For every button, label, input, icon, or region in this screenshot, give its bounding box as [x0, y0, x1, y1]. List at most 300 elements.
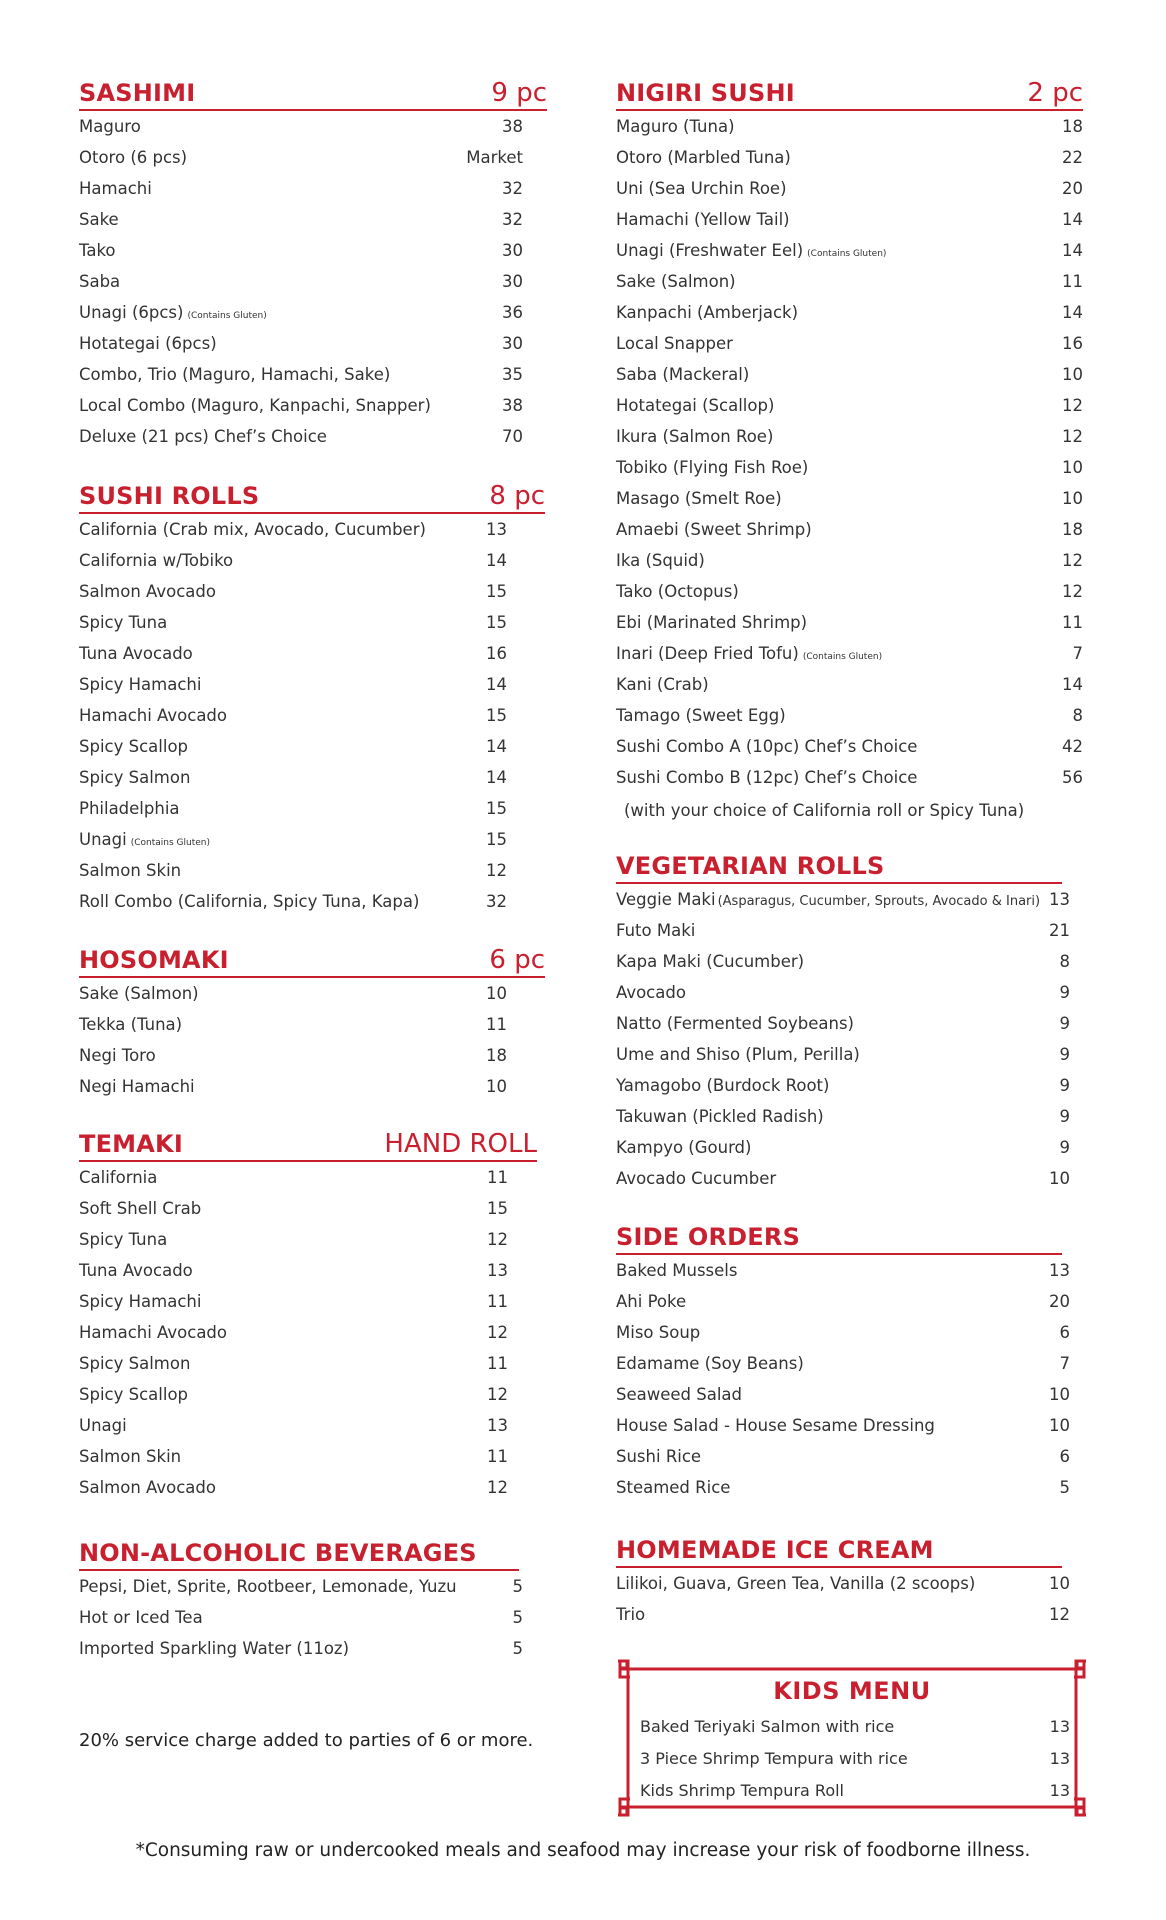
item-price: 5	[512, 1577, 523, 1596]
item-name-text: Avocado Cucumber	[616, 1169, 777, 1188]
item-name-text: Combo, Trio (Maguro, Hamachi, Sake)	[79, 365, 391, 384]
item-note: (Contains Gluten)	[802, 652, 883, 662]
item-name-text: Spicy Hamachi	[79, 675, 202, 694]
item-name-text: Tako (Octopus)	[616, 582, 739, 601]
item-price: 12	[487, 1478, 508, 1497]
kids-menu-box	[616, 1657, 1088, 1819]
menu-item	[616, 204, 1083, 235]
menu-item	[79, 1193, 537, 1224]
menu-item	[79, 1571, 523, 1602]
item-name-text: Tamago (Sweet Egg)	[616, 706, 786, 725]
menu-item	[79, 1040, 545, 1071]
item-name	[616, 1441, 701, 1472]
item-name-text: Sushi Combo A (10pc) Chef’s Choice	[616, 737, 918, 756]
item-name-text: Avocado	[616, 983, 686, 1002]
menu-item	[79, 514, 545, 545]
item-price: 13	[1049, 1261, 1070, 1280]
item-list	[79, 111, 547, 452]
item-name	[79, 1317, 227, 1348]
item-name	[79, 1040, 156, 1071]
section-title: NON-ALCOHOLIC BEVERAGES	[79, 1539, 477, 1567]
menu-item	[79, 1162, 537, 1193]
item-price: 6	[1059, 1323, 1070, 1342]
item-name	[616, 297, 798, 328]
item-name	[616, 607, 807, 638]
section-header	[79, 1126, 537, 1162]
item-price: 15	[486, 830, 507, 849]
item-price: 10	[1062, 489, 1083, 508]
item-name	[616, 1286, 686, 1317]
ice-cream-section	[616, 1532, 1070, 1630]
item-name-text: Inari (Deep Fried Tofu)	[616, 644, 799, 663]
item-price: 32	[502, 210, 523, 229]
item-name-text: Sake (Salmon)	[79, 984, 199, 1003]
menu-item	[616, 607, 1083, 638]
menu-item	[79, 266, 547, 297]
item-price: 10	[1062, 458, 1083, 477]
item-name-text: Spicy Tuna	[79, 613, 168, 632]
item-price: 12	[1062, 582, 1083, 601]
menu-item	[79, 607, 545, 638]
item-name-text: House Salad - House Sesame Dressing	[616, 1416, 935, 1435]
item-name	[616, 545, 705, 576]
section-quantity: 8 pc	[489, 481, 545, 511]
menu-item	[640, 1711, 1070, 1743]
menu-item	[616, 328, 1083, 359]
section-header	[79, 942, 545, 978]
item-price: 9	[1059, 1014, 1070, 1033]
item-name-text: Masago (Smelt Roe)	[616, 489, 782, 508]
item-name-text: Tuna Avocado	[79, 1261, 193, 1280]
item-name	[616, 731, 917, 762]
item-price: Market	[466, 148, 523, 167]
item-price: 32	[486, 892, 507, 911]
item-price: 20	[1062, 179, 1083, 198]
menu-item	[79, 886, 545, 917]
item-price: 30	[502, 241, 523, 260]
item-price: 9	[1059, 1076, 1070, 1095]
item-name	[616, 359, 749, 390]
menu-item	[79, 1472, 537, 1503]
menu-item	[616, 1472, 1070, 1503]
menu-item	[616, 1599, 1070, 1630]
item-name-text: Baked Mussels	[616, 1261, 738, 1280]
item-name	[79, 1193, 201, 1224]
item-name-text: Futo Maki	[616, 921, 696, 940]
item-price: 22	[1062, 148, 1083, 167]
item-name-text: Hamachi Avocado	[79, 1323, 227, 1342]
item-price: 11	[487, 1292, 508, 1311]
item-name-text: Deluxe (21 pcs) Chef’s Choice	[79, 427, 327, 446]
item-name-text: Tuna Avocado	[79, 644, 193, 663]
item-name	[79, 1571, 457, 1602]
item-name	[79, 1602, 203, 1633]
menu-item	[616, 1255, 1070, 1286]
item-name	[79, 731, 188, 762]
menu-item	[79, 235, 547, 266]
hosomaki-section	[79, 942, 545, 1102]
item-name	[616, 700, 786, 731]
item-name	[79, 700, 227, 731]
item-name	[616, 638, 882, 673]
menu-item	[616, 946, 1070, 977]
item-list	[79, 514, 545, 917]
item-name	[616, 762, 917, 793]
menu-item	[79, 731, 545, 762]
menu-item	[616, 762, 1083, 793]
item-price: 15	[486, 582, 507, 601]
item-price: 30	[502, 334, 523, 353]
item-list	[616, 111, 1083, 793]
item-list	[616, 884, 1070, 1194]
section-title: SIDE ORDERS	[616, 1223, 801, 1251]
item-price: 14	[1062, 675, 1083, 694]
section-header	[616, 848, 1062, 884]
item-price: 20	[1049, 1292, 1070, 1311]
item-name-text: Lilikoi, Guava, Green Tea, Vanilla (2 scoops)	[616, 1574, 976, 1593]
menu-item	[616, 266, 1083, 297]
section-header	[616, 75, 1083, 111]
item-name	[79, 328, 217, 359]
item-price: 11	[487, 1168, 508, 1187]
item-name	[79, 235, 116, 266]
item-name-text: Edamame (Soy Beans)	[616, 1354, 804, 1373]
item-note: (Contains Gluten)	[807, 249, 887, 259]
item-name	[79, 111, 141, 142]
item-name	[616, 1472, 730, 1503]
item-price: 5	[512, 1608, 523, 1627]
item-name	[640, 1711, 894, 1743]
item-name-text: Negi Toro	[79, 1046, 156, 1065]
item-name	[616, 669, 709, 700]
item-price: 56	[1062, 768, 1083, 787]
item-price: 6	[1059, 1447, 1070, 1466]
item-name-text: Saba (Mackeral)	[616, 365, 750, 384]
item-price: 32	[502, 179, 523, 198]
section-header	[79, 478, 545, 514]
item-name	[616, 514, 812, 545]
menu-item	[616, 359, 1083, 390]
item-price: 14	[486, 737, 507, 756]
item-name-text: Spicy Salmon	[79, 768, 191, 787]
item-price: 12	[1062, 396, 1083, 415]
item-note: (Asparagus, Cucumber, Sprouts, Avocado & Inari)	[717, 894, 1041, 909]
menu-item	[79, 359, 547, 390]
item-price: 5	[1059, 1478, 1070, 1497]
item-name	[616, 946, 804, 977]
menu-item	[79, 1379, 537, 1410]
item-note: (Contains Gluten)	[187, 311, 267, 321]
item-name-text: Salmon Avocado	[79, 1478, 216, 1497]
menu-item	[79, 576, 545, 607]
item-price: 11	[487, 1447, 508, 1466]
item-price: 15	[487, 1199, 508, 1218]
menu-item	[616, 1410, 1070, 1441]
menu-item	[616, 1008, 1070, 1039]
menu-item	[616, 1039, 1070, 1070]
item-price: 9	[1059, 1138, 1070, 1157]
menu-item	[616, 884, 1070, 915]
item-name	[616, 1568, 975, 1599]
item-name	[79, 762, 190, 793]
menu-item	[616, 915, 1070, 946]
item-name	[640, 1743, 908, 1775]
item-name	[616, 266, 736, 297]
section-quantity: 9 pc	[491, 78, 547, 108]
section-title: TEMAKI	[79, 1130, 183, 1158]
item-note: (Contains Gluten)	[130, 838, 210, 848]
item-name-text: Kids Shrimp Tempura Roll	[640, 1781, 844, 1800]
item-name	[616, 421, 773, 452]
menu-item	[616, 1379, 1070, 1410]
item-name	[616, 915, 695, 946]
item-price: 14	[1062, 303, 1083, 322]
item-name-text: Amaebi (Sweet Shrimp)	[616, 520, 812, 539]
item-name-text: Unagi	[79, 830, 127, 849]
item-name	[79, 142, 187, 173]
section-quantity: 2 pc	[1027, 78, 1083, 108]
item-name	[640, 1775, 844, 1807]
menu-item	[616, 731, 1083, 762]
item-name-text: Hamachi Avocado	[79, 706, 227, 725]
menu-item	[616, 1568, 1070, 1599]
item-name-text: Spicy Scallop	[79, 1385, 189, 1404]
item-name	[79, 576, 216, 607]
item-name	[616, 1599, 645, 1630]
menu-item	[79, 1071, 545, 1102]
item-list	[616, 1255, 1070, 1503]
menu-item	[616, 483, 1083, 514]
item-name	[79, 421, 327, 452]
item-price: 14	[1062, 241, 1083, 260]
menu-item	[79, 978, 545, 1009]
item-name	[79, 390, 431, 421]
menu-item	[616, 1317, 1070, 1348]
item-name-text: Ebi (Marinated Shrimp)	[616, 613, 808, 632]
item-name-text: California (Crab mix, Avocado, Cucumber)	[79, 520, 426, 539]
item-name	[616, 1255, 738, 1286]
item-name	[616, 1379, 742, 1410]
menu-item	[616, 142, 1083, 173]
item-name-text: Baked Teriyaki Salmon with rice	[640, 1717, 895, 1736]
item-price: 18	[486, 1046, 507, 1065]
item-name-text: Local Combo (Maguro, Kanpachi, Snapper)	[79, 396, 431, 415]
menu-item	[79, 762, 545, 793]
item-name	[79, 638, 193, 669]
menu-item	[616, 1348, 1070, 1379]
item-name	[616, 204, 790, 235]
item-price: 11	[486, 1015, 507, 1034]
item-name	[79, 607, 167, 638]
item-name-text: Uni (Sea Urchin Roe)	[616, 179, 787, 198]
item-name	[616, 1101, 824, 1132]
item-price: 9	[1059, 1045, 1070, 1064]
item-name	[616, 173, 787, 204]
item-name	[616, 452, 808, 483]
menu-item	[616, 700, 1083, 731]
item-name	[79, 514, 426, 545]
item-name	[79, 1410, 127, 1441]
menu-item	[79, 142, 547, 173]
item-name	[79, 1224, 167, 1255]
section-title: NIGIRI SUSHI	[616, 79, 795, 107]
item-name	[79, 173, 152, 204]
menu-item	[616, 1286, 1070, 1317]
item-name-text: Sushi Combo B (12pc) Chef’s Choice	[616, 768, 918, 787]
section-header	[616, 1532, 1062, 1568]
item-name-text: Unagi (6pcs)	[79, 303, 184, 322]
item-name-text: Hot or Iced Tea	[79, 1608, 203, 1627]
item-list	[79, 1571, 523, 1664]
menu-item	[616, 1132, 1070, 1163]
item-price: 11	[1062, 613, 1083, 632]
nigiri-section	[616, 75, 1083, 824]
menu-item	[616, 545, 1083, 576]
section-quantity: 6 pc	[489, 945, 545, 975]
item-name	[79, 1009, 182, 1040]
item-name	[616, 1008, 854, 1039]
item-name	[616, 576, 739, 607]
item-price: 15	[486, 706, 507, 725]
item-name-text: Sushi Rice	[616, 1447, 702, 1466]
item-name-text: Kanpachi (Amberjack)	[616, 303, 799, 322]
menu-item	[616, 452, 1083, 483]
section-title: HOSOMAKI	[79, 946, 229, 974]
item-price: 5	[512, 1639, 523, 1658]
item-name-text: Ikura (Salmon Roe)	[616, 427, 774, 446]
item-name-text: Takuwan (Pickled Radish)	[616, 1107, 824, 1126]
item-price: 7	[1059, 1354, 1070, 1373]
item-list	[616, 1568, 1070, 1630]
item-price: 13	[486, 520, 507, 539]
item-name	[616, 1132, 751, 1163]
vegetarian-section	[616, 848, 1070, 1194]
item-name	[616, 1039, 860, 1070]
menu-item	[616, 669, 1083, 700]
menu-item	[79, 390, 547, 421]
item-name	[616, 111, 735, 142]
item-price: 10	[1049, 1416, 1070, 1435]
item-name-text: Maguro	[79, 117, 141, 136]
item-name	[79, 1379, 188, 1410]
item-price: 10	[1049, 1385, 1070, 1404]
menu-item	[616, 576, 1083, 607]
menu-item	[616, 421, 1083, 452]
item-price: 14	[1062, 210, 1083, 229]
item-name	[79, 545, 233, 576]
item-price: 9	[1059, 983, 1070, 1002]
item-price: 30	[502, 272, 523, 291]
menu-item	[616, 1163, 1070, 1194]
item-name	[79, 1255, 193, 1286]
item-price: 11	[1062, 272, 1083, 291]
menu-item	[79, 638, 545, 669]
item-name	[79, 1441, 181, 1472]
menu-item	[616, 638, 1083, 669]
item-name-text: Otoro (6 pcs)	[79, 148, 188, 167]
menu-item	[79, 421, 547, 452]
menu-item	[79, 1410, 537, 1441]
menu-item	[616, 1441, 1070, 1472]
side-orders-section	[616, 1219, 1070, 1503]
item-name	[616, 1317, 700, 1348]
item-name-text: Spicy Hamachi	[79, 1292, 202, 1311]
item-list	[79, 978, 545, 1102]
item-price: 13	[487, 1261, 508, 1280]
item-price: 9	[1059, 1107, 1070, 1126]
item-price: 12	[487, 1385, 508, 1404]
item-name	[79, 359, 390, 390]
menu-item	[616, 297, 1083, 328]
item-price: 38	[502, 117, 523, 136]
item-name	[79, 669, 201, 700]
menu-item	[79, 1441, 537, 1472]
item-name-text: Ume and Shiso (Plum, Perilla)	[616, 1045, 860, 1064]
menu-item	[79, 204, 547, 235]
menu-item	[79, 1633, 523, 1664]
item-name-text: Hotategai (6pcs)	[79, 334, 217, 353]
item-price: 21	[1049, 921, 1070, 940]
menu-item	[79, 1224, 537, 1255]
item-price: 14	[486, 768, 507, 787]
item-name	[79, 1071, 195, 1102]
menu-item	[79, 297, 547, 328]
menu-item	[79, 700, 545, 731]
service-charge-note: 20% service charge added to parties of 6 or more.	[79, 1730, 534, 1751]
item-price: 14	[486, 675, 507, 694]
menu-item	[616, 390, 1083, 421]
section-quantity: HAND ROLL	[384, 1129, 537, 1159]
item-name-text: Salmon Skin	[79, 861, 182, 880]
item-price: 15	[486, 799, 507, 818]
menu-item	[640, 1743, 1070, 1775]
item-price: 11	[487, 1354, 508, 1373]
item-price: 18	[1062, 117, 1083, 136]
item-name	[79, 855, 181, 886]
item-name-text: Sake	[79, 210, 119, 229]
menu-item	[79, 669, 545, 700]
item-name-text: Spicy Scallop	[79, 737, 189, 756]
item-price: 15	[486, 613, 507, 632]
item-name-text: Soft Shell Crab	[79, 1199, 202, 1218]
menu-item	[79, 1255, 537, 1286]
item-name-text: Steamed Rice	[616, 1478, 731, 1497]
item-price: 12	[1049, 1605, 1070, 1624]
item-price: 18	[1062, 520, 1083, 539]
item-name-text: California w/Tobiko	[79, 551, 234, 570]
item-price: 10	[486, 984, 507, 1003]
item-name	[616, 1348, 804, 1379]
item-name-text: Salmon Avocado	[79, 582, 216, 601]
section-title: VEGETARIAN ROLLS	[616, 852, 885, 880]
item-name-text: Spicy Tuna	[79, 1230, 168, 1249]
item-name-text: Unagi	[79, 1416, 127, 1435]
menu-item	[79, 793, 545, 824]
menu-item	[79, 1602, 523, 1633]
item-name-text: Imported Sparkling Water (11oz)	[79, 1639, 350, 1658]
item-name	[616, 884, 1040, 917]
menu-item	[79, 173, 547, 204]
item-name-text: Yamagobo (Burdock Root)	[616, 1076, 830, 1095]
item-price: 10	[1049, 1169, 1070, 1188]
item-price: 36	[502, 303, 523, 322]
item-name-text: Salmon Skin	[79, 1447, 182, 1466]
menu-item	[79, 1286, 537, 1317]
item-name-text: Veggie Maki	[616, 890, 716, 909]
section-title: SUSHI ROLLS	[79, 482, 260, 510]
menu-item	[616, 111, 1083, 142]
item-name	[616, 328, 733, 359]
